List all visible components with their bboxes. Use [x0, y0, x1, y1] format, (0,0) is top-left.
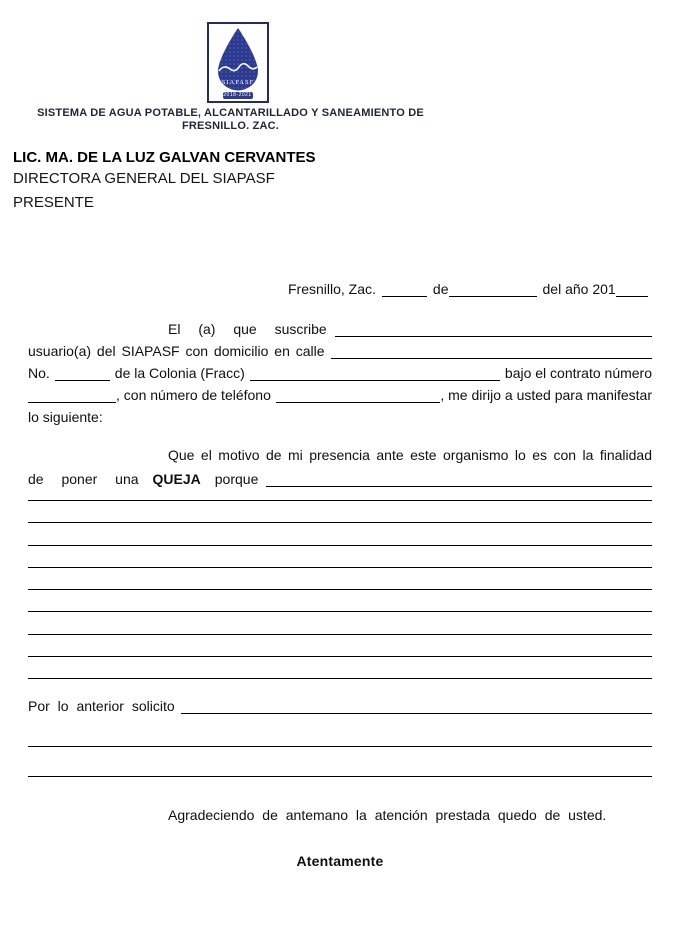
month-blank-field	[449, 292, 537, 297]
blank-rule-line	[28, 635, 652, 657]
recipient-name: LIC. MA. DE LA LUZ GALVAN CERVANTES	[13, 149, 316, 166]
following-label: lo siguiente:	[28, 409, 103, 425]
subscriber-label: El (a) que suscribe	[168, 321, 327, 337]
blank-rule-line	[28, 590, 652, 612]
phone-number-blank	[276, 398, 440, 403]
subscriber-name-blank	[335, 332, 652, 337]
water-drop-icon	[213, 27, 263, 91]
queja-word: QUEJA	[152, 471, 201, 487]
blank-rule-line	[28, 546, 652, 568]
day-blank-field	[382, 292, 427, 297]
phone-label: , con número de teléfono	[116, 387, 271, 403]
request-description-lines	[28, 718, 652, 777]
year-blank-field	[616, 292, 648, 297]
house-number-blank	[55, 376, 110, 381]
date-de: de	[432, 281, 449, 297]
street-blank	[331, 354, 652, 359]
request-blank	[181, 709, 652, 714]
motive-line: Que el motivo de mi presencia ante este organismo lo es con la finalidad	[168, 447, 652, 463]
date-line	[288, 278, 652, 300]
queja-line	[28, 467, 652, 491]
blank-rule-line	[28, 491, 652, 501]
recipient-block	[13, 148, 316, 214]
intro-paragraph	[28, 318, 652, 428]
blank-rule-line	[28, 718, 652, 747]
following-line	[28, 406, 652, 428]
siapasf-logo	[207, 22, 269, 103]
queja-reason-blank	[266, 482, 652, 487]
complaint-description-lines	[28, 491, 652, 679]
request-line	[28, 694, 652, 718]
blank-rule-line	[28, 501, 652, 523]
logo-acronym-text: SIAPASF	[221, 79, 254, 86]
closing-line: Agradeciendo de antemano la atención prestada quedo de usted.	[168, 807, 607, 824]
colonia-line	[28, 362, 652, 384]
signoff: Atentamente	[296, 853, 384, 870]
date-city: Fresnillo, Zac.	[288, 281, 376, 297]
number-label: No.	[28, 365, 50, 381]
phone-line	[28, 384, 652, 406]
address-label: usuario(a) del SIAPASF con domicilio en calle	[28, 343, 325, 359]
contract-label: bajo el contrato número	[504, 365, 652, 381]
blank-rule-line	[28, 657, 652, 679]
blank-rule-line	[28, 523, 652, 545]
org-name-line1: SISTEMA DE AGUA POTABLE, ALCANTARILLADO Y SANEAMIENTO DE	[37, 107, 424, 119]
colonia-blank	[250, 376, 500, 381]
org-name-line2: FRESNILLO. ZAC.	[181, 120, 280, 132]
manifest-label: , me dirijo a usted para manifestar	[440, 387, 652, 403]
queja-pre-label: de poner una	[28, 471, 139, 487]
queja-post-label: porque	[214, 471, 259, 487]
blank-rule-line	[28, 747, 652, 777]
salutation: PRESENTE	[13, 194, 94, 211]
letter-body	[28, 270, 652, 872]
colonia-label: de la Colonia (Fracc)	[114, 365, 245, 381]
contract-number-blank	[28, 398, 116, 403]
blank-rule-line	[28, 612, 652, 634]
blank-rule-line	[28, 568, 652, 590]
complaint-paragraph	[28, 443, 652, 491]
date-year-prefix: del año 201	[542, 281, 616, 297]
request-label: Por lo anterior solicito	[28, 698, 175, 715]
address-line	[28, 340, 652, 362]
logo-year-badge: 2018-2021	[223, 92, 252, 98]
recipient-title: DIRECTORA GENERAL DEL SIAPASF	[13, 170, 275, 187]
subscriber-line	[28, 318, 652, 340]
letterhead	[8, 0, 453, 133]
